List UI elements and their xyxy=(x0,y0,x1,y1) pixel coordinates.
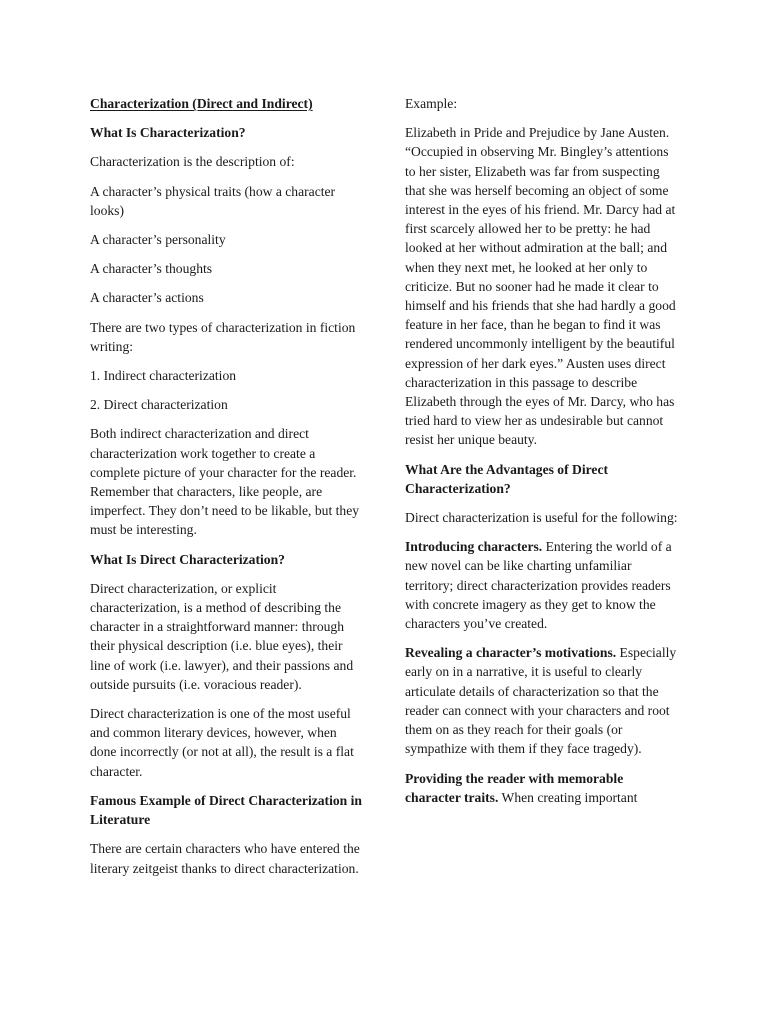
right-column xyxy=(405,94,681,817)
paragraph-physical-traits: A character’s physical traits (how a character looks) xyxy=(90,183,336,218)
paragraph-two-types: There are two types of characterization in fiction writing: xyxy=(90,319,356,354)
advantage-introducing-text: Entering the world of a new novel can be like charting unfamiliar territory; direct characterization provides readers with concrete imagery as they get to know the characters you’ve created. xyxy=(405,539,672,632)
paragraph-example-text: Elizabeth in Pride and Prejudice by Jane Austen. “Occupied in observing Mr. Bingley’s attentions to her sister, Elizabeth was far from suspecting that she was herself becoming an object of some interest in the eyes of his friend. Mr. Darcy had at first scarcely allowed her to be pretty: he had looked at her without admiration at the ball; and when they next met, he looked at her only to criticize. But no sooner had he made it clear to himself and his friends that she had hardly a good feature in her face, than he began to find it was rendered uncommonly intelligent by the beautiful expression of her dark eyes.” Austen uses direct characterization in this passage to describe Elizabeth through the eyes of Mr. Darcy, who has tried hard to view her as undesirable but cannot resist her unique beauty. xyxy=(405,125,676,448)
list-item-indirect: 1. Indirect characterization xyxy=(90,368,237,384)
heading-famous-example: Famous Example of Direct Characterization in Literature xyxy=(90,792,362,828)
document-title: Characterization (Direct and Indirect) xyxy=(90,96,313,111)
heading-advantages: What Are the Advantages of Direct Characterization? xyxy=(405,461,609,496)
advantage-revealing-lead: Revealing a character’s motivations. xyxy=(405,645,617,661)
advantage-introducing-lead: Introducing characters. xyxy=(405,539,543,555)
paragraph-both-types: Both indirect characterization and direct characterization work together to create a complete picture of your character for the reader. Remember that characters, like people, are imperfect. They don’t need to be likable, but they must be interesting. xyxy=(90,426,360,538)
paragraph-thoughts: A character’s thoughts xyxy=(90,261,213,277)
advantage-memorable-lead: Providing the reader with memorable character traits. xyxy=(405,770,624,805)
advantage-introducing-characters xyxy=(405,537,681,633)
paragraph-description: Characterization is the description of: xyxy=(90,154,295,170)
example-label: Example: xyxy=(405,96,458,111)
list-item-direct: 2. Direct characterization xyxy=(90,397,228,413)
advantage-memorable-text: When creating important xyxy=(498,789,638,805)
paragraph-direct-definition: Direct characterization, or explicit characterization, is a method of describing the character in a straightforward manner: through their physical description (i.e. blue eyes), their line of work (i.e. lawyer), and their passions and outside pursuits (i.e. voracious reader). xyxy=(90,580,354,692)
left-column xyxy=(90,94,366,888)
paragraph-personality: A character’s personality xyxy=(90,232,226,248)
heading-what-is-direct: What Is Direct Characterization? xyxy=(90,551,285,567)
advantage-revealing-text: Especially early on in a narrative, it is useful to clearly articulate details of characterization so that the reader can connect with your characters and root them on as they reach for their goals (or sympathize with them if they face tragedy). xyxy=(405,645,677,757)
advantage-memorable-traits xyxy=(405,769,681,807)
paragraph-direct-useful: Direct characterization is one of the most useful and common literary devices, however, when done incorrectly (or not at all), the result is a flat character. xyxy=(90,706,354,779)
heading-what-is-characterization: What Is Characterization? xyxy=(90,125,246,141)
paragraph-certain-characters: There are certain characters who have entered the literary zeitgeist thanks to direct characterization. xyxy=(90,841,360,876)
paragraph-useful-for: Direct characterization is useful for the following: xyxy=(405,510,678,526)
advantage-revealing-motivations xyxy=(405,643,681,758)
paragraph-actions: A character’s actions xyxy=(90,290,204,306)
